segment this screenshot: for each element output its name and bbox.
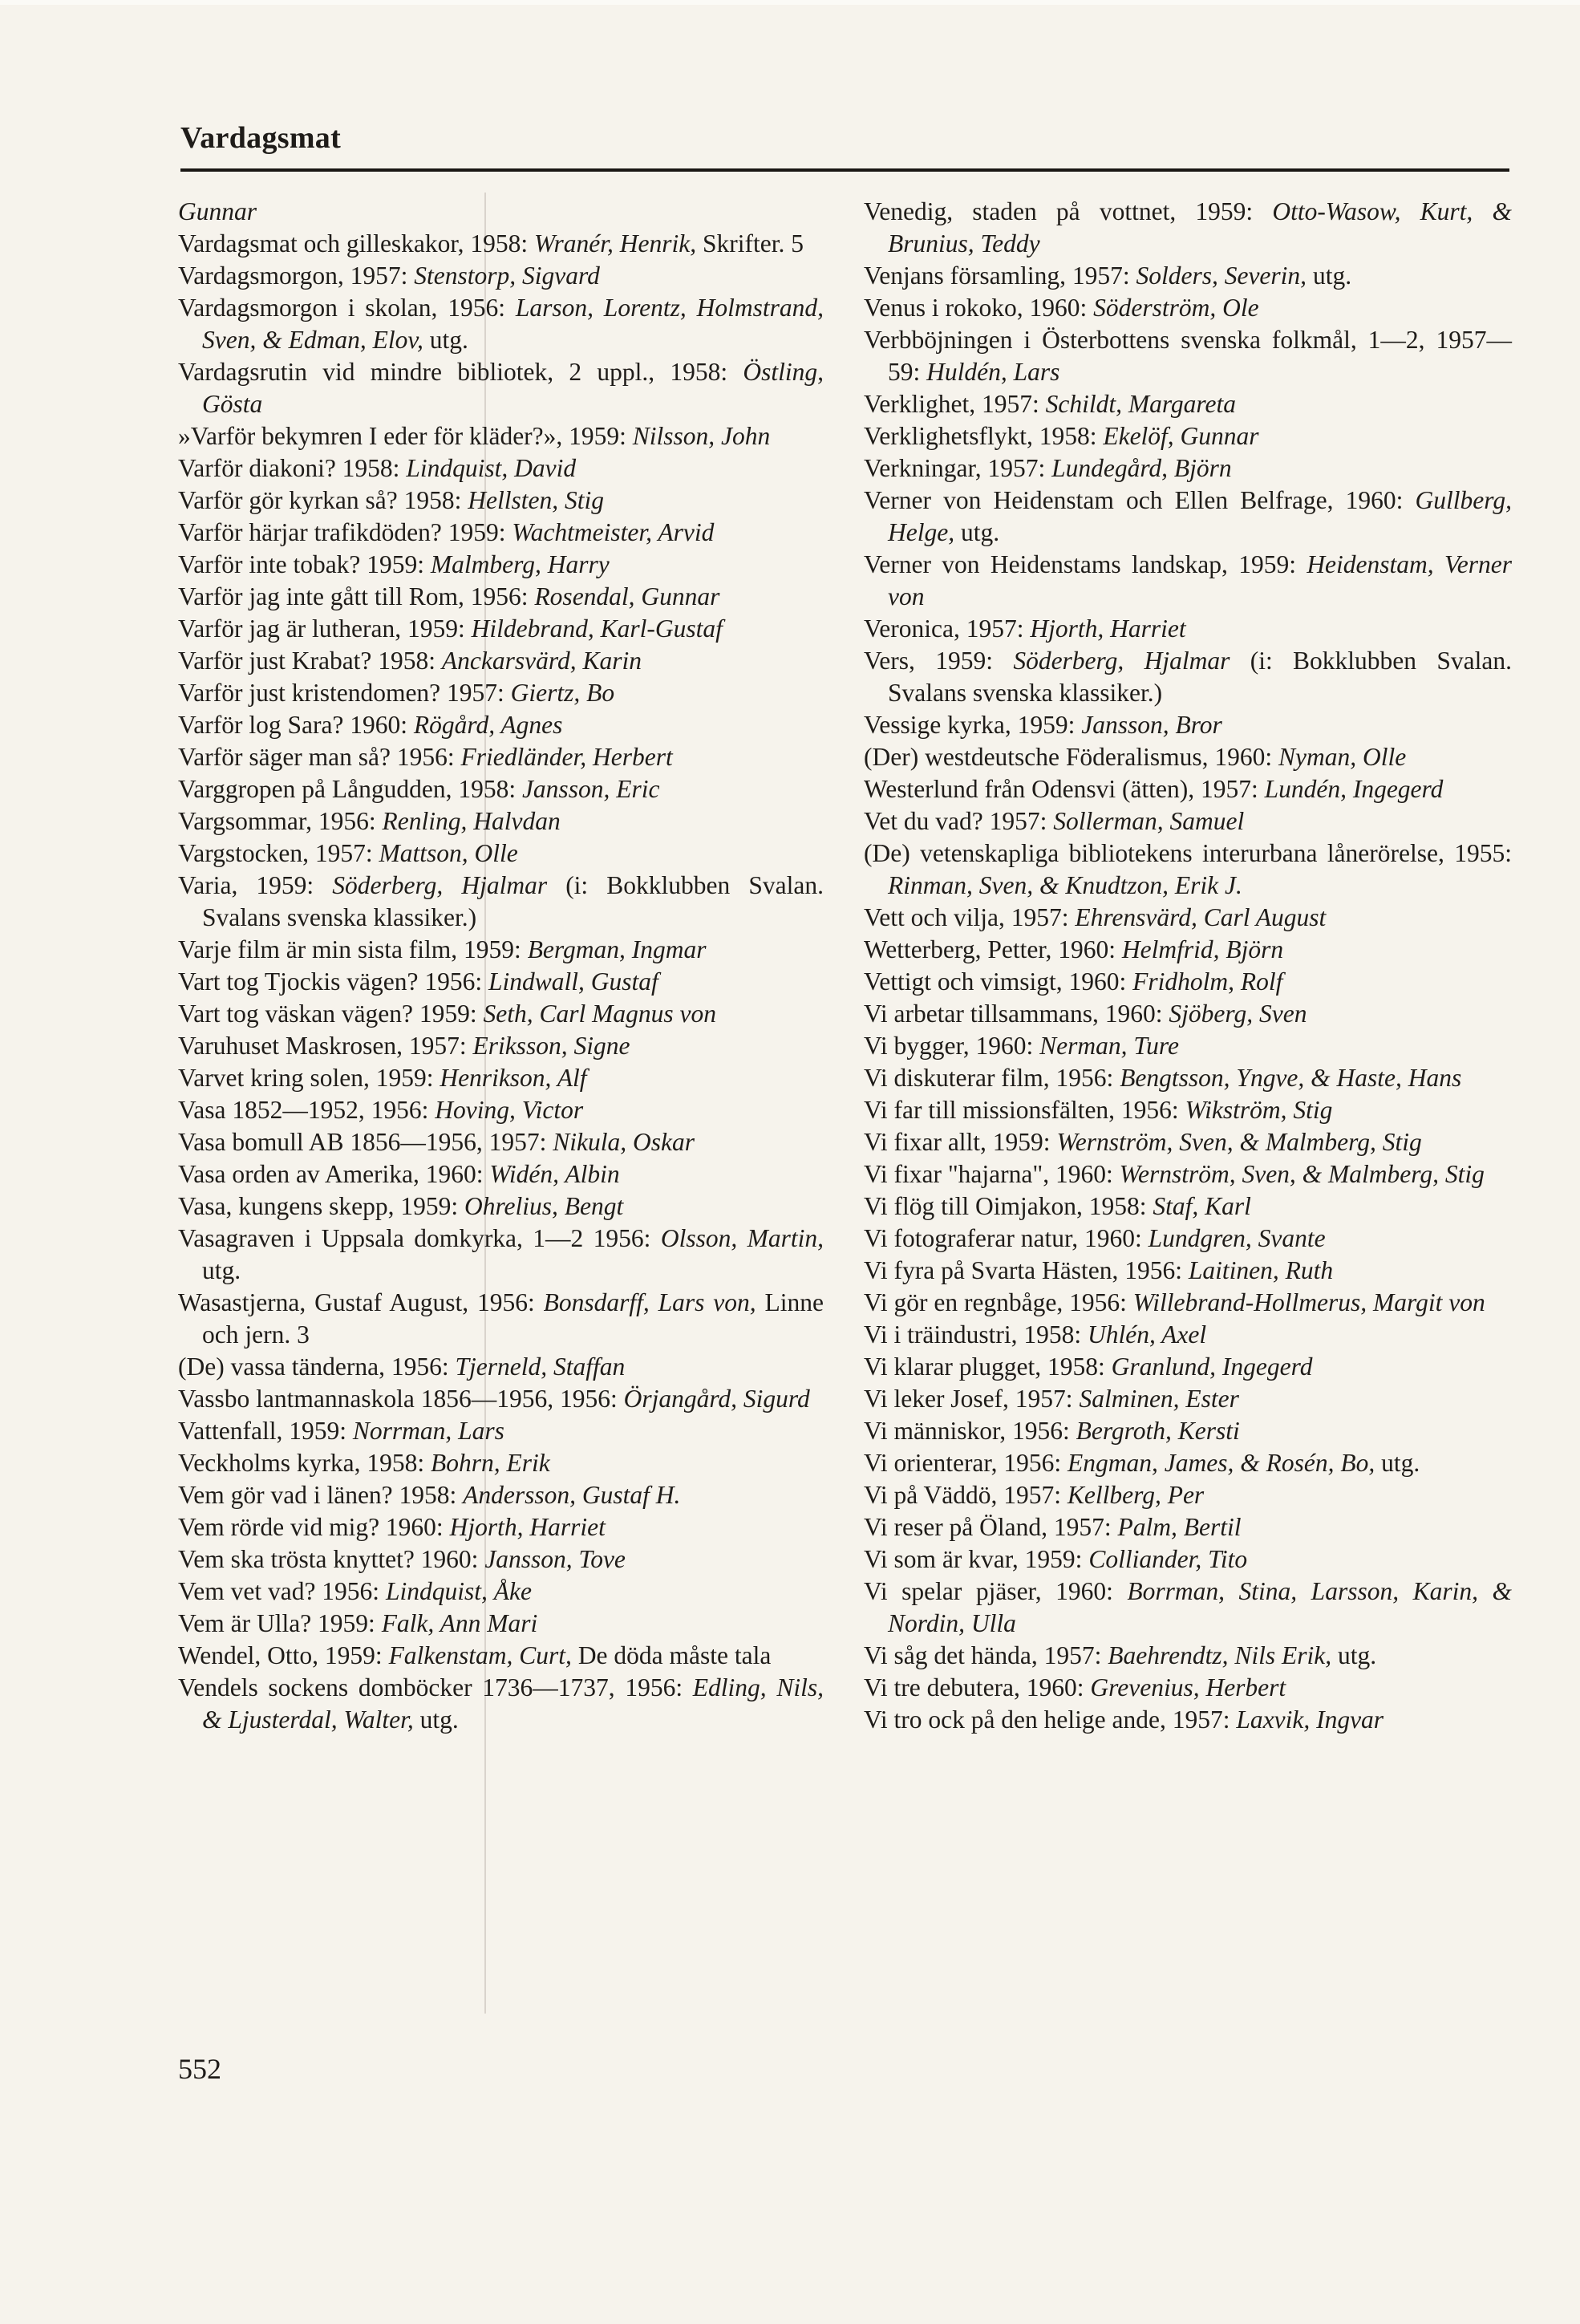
index-entry xyxy=(864,1704,1512,1736)
entry-author: Rinman, Sven, & Knudtzon, Erik J. xyxy=(888,871,1242,899)
entry-author: Hoving, Victor xyxy=(435,1096,584,1124)
index-entry xyxy=(178,1511,824,1543)
index-entry xyxy=(178,292,824,356)
index-entry xyxy=(178,805,824,838)
entry-title: Vi leker Josef, 1957: xyxy=(864,1385,1080,1413)
entry-note: (i: Bokklubben Svalan. Svalans svenska klassiker.) xyxy=(888,647,1512,707)
index-entry xyxy=(864,420,1512,452)
entry-author: Bohrn, Erik xyxy=(430,1449,550,1477)
entry-author: Grevenius, Herbert xyxy=(1090,1673,1286,1701)
entry-author: Lindquist, Åke xyxy=(385,1577,532,1605)
entry-note: Linne och jern. 3 xyxy=(202,1288,824,1349)
entry-title: Vasa, kungens skepp, 1959: xyxy=(178,1192,464,1220)
entry-title: Vi flög till Oimjakon, 1958: xyxy=(864,1192,1153,1220)
entry-author: Söderberg, Hjalmar xyxy=(1013,647,1230,675)
entry-title: Verbböjningen i Österbottens svenska folkmål, 1—2, 1957—59: xyxy=(864,326,1512,386)
entry-author: Borrman, Stina, Larsson, Karin, & Nordin, Ulla xyxy=(888,1577,1512,1637)
index-entry xyxy=(864,196,1512,260)
index-entry xyxy=(864,1351,1512,1383)
entry-title: Varför just kristendomen? 1957: xyxy=(178,679,511,707)
entry-title: Verklighet, 1957: xyxy=(864,390,1046,418)
index-entry xyxy=(864,260,1512,292)
entry-author: Renling, Halvdan xyxy=(382,807,561,835)
entry-title: Vessige kyrka, 1959: xyxy=(864,711,1082,739)
entry-title: Vi orienterar, 1956: xyxy=(864,1449,1068,1477)
entry-title: Vi fyra på Svarta Hästen, 1956: xyxy=(864,1256,1189,1284)
index-entry xyxy=(178,356,824,420)
index-entry xyxy=(178,1030,824,1062)
index-entry xyxy=(178,549,824,581)
index-entry xyxy=(864,1415,1512,1447)
index-entry xyxy=(178,1094,824,1126)
index-entry xyxy=(178,1608,824,1640)
entry-title: Vem vet vad? 1956: xyxy=(178,1577,386,1605)
index-entry xyxy=(864,902,1512,934)
entry-author: Granlund, Ingegerd xyxy=(1111,1353,1313,1381)
entry-title: Veckholms kyrka, 1958: xyxy=(178,1449,431,1477)
index-entry xyxy=(178,1447,824,1479)
entry-author: Palm, Bertil xyxy=(1117,1513,1242,1541)
index-entry xyxy=(864,1672,1512,1704)
entry-title: Vi såg det hända, 1957: xyxy=(864,1641,1108,1669)
index-entry xyxy=(864,645,1512,709)
entry-author: Gunnar xyxy=(178,197,257,225)
index-entry xyxy=(864,1190,1512,1223)
entry-title: Vem gör vad i länen? 1958: xyxy=(178,1481,464,1509)
entry-author: Bonsdarff, Lars von, xyxy=(543,1288,756,1316)
entry-note: De döda måste tala xyxy=(571,1641,772,1669)
entry-author: Olsson, Martin, xyxy=(660,1224,824,1252)
entry-title: Varför log Sara? 1960: xyxy=(178,711,414,739)
index-entry xyxy=(864,1447,1512,1479)
entry-author: Salminen, Ester xyxy=(1079,1385,1239,1413)
entry-author: Staf, Karl xyxy=(1153,1192,1251,1220)
entry-author: Jansson, Eric xyxy=(521,775,660,803)
entry-author: Falk, Ann Mari xyxy=(381,1609,538,1637)
entry-author: Seth, Carl Magnus von xyxy=(483,1000,717,1028)
entry-author: Falkenstam, Curt, xyxy=(388,1641,572,1669)
entry-title: Varför jag inte gått till Rom, 1956: xyxy=(178,582,535,610)
entry-title: »Varför bekymren I eder för kläder?», 1959: xyxy=(178,422,633,450)
entry-title: Vargsommar, 1956: xyxy=(178,807,383,835)
entry-title: Varggropen på Långudden, 1958: xyxy=(178,775,522,803)
entry-author: Baehrendtz, Nils Erik, xyxy=(1108,1641,1332,1669)
entry-author: Wranér, Henrik, xyxy=(534,229,697,258)
index-entry xyxy=(178,1543,824,1576)
entry-author: Bergroth, Kersti xyxy=(1076,1417,1240,1445)
entry-title: Vi människor, 1956: xyxy=(864,1417,1076,1445)
index-entry xyxy=(178,1576,824,1608)
index-column-right xyxy=(864,196,1512,1736)
entry-author: Otto-Wasow, Kurt, & Brunius, Teddy xyxy=(888,197,1512,258)
entry-author: Larson, Lorentz, Holmstrand, Sven, & Edman, Elov, xyxy=(202,294,824,354)
page-edge xyxy=(0,0,1580,5)
index-entry xyxy=(864,1383,1512,1415)
index-entry xyxy=(178,645,824,677)
index-entry xyxy=(178,452,824,485)
entry-author: Ekelöf, Gunnar xyxy=(1103,422,1259,450)
index-entry xyxy=(864,1287,1512,1319)
entry-title: Vardagsmorgon, 1957: xyxy=(178,262,415,290)
index-entry xyxy=(864,1543,1512,1576)
entry-author: Lundgren, Svante xyxy=(1148,1224,1326,1252)
entry-note: utg. xyxy=(423,326,468,354)
entry-author: Jansson, Tove xyxy=(484,1545,626,1573)
index-entry xyxy=(178,998,824,1030)
index-entry xyxy=(864,1223,1512,1255)
index-entry xyxy=(178,1190,824,1223)
entry-author: Widén, Albin xyxy=(489,1160,620,1188)
entry-title: Varje film är min sista film, 1959: xyxy=(178,935,528,963)
entry-author: Lundegård, Björn xyxy=(1051,454,1232,482)
index-entry xyxy=(864,773,1512,805)
entry-title: Verkningar, 1957: xyxy=(864,454,1052,482)
index-entry xyxy=(178,741,824,773)
entry-note: (i: Bokklubben Svalan. Svalans svenska klassiker.) xyxy=(202,871,824,931)
entry-author: Jansson, Bror xyxy=(1081,711,1222,739)
entry-title: Varför jag är lutheran, 1959: xyxy=(178,614,472,643)
entry-title: Varia, 1959: xyxy=(178,871,333,899)
index-entry xyxy=(864,934,1512,966)
index-entry xyxy=(864,1640,1512,1672)
entry-author: Hellsten, Stig xyxy=(468,486,604,514)
entry-author: Nilsson, John xyxy=(632,422,771,450)
entry-title: Wasastjerna, Gustaf August, 1956: xyxy=(178,1288,544,1316)
entry-author: Hildebrand, Karl-Gustaf xyxy=(471,614,723,643)
entry-author: Rögård, Agnes xyxy=(413,711,563,739)
index-entry xyxy=(178,1415,824,1447)
index-entry xyxy=(864,292,1512,324)
entry-author: Ehrensvärd, Carl August xyxy=(1075,903,1327,931)
entry-note: utg. xyxy=(1331,1641,1377,1669)
entry-title: Vi fixar "hajarna", 1960: xyxy=(864,1160,1120,1188)
entry-author: Hjorth, Harriet xyxy=(449,1513,606,1541)
index-entry xyxy=(864,966,1512,998)
entry-author: Östling, Gösta xyxy=(202,358,824,418)
entry-author: Henrikson, Alf xyxy=(440,1064,587,1092)
index-entry xyxy=(178,838,824,870)
entry-title: Vem är Ulla? 1959: xyxy=(178,1609,382,1637)
entry-author: Friedländer, Herbert xyxy=(460,743,673,771)
entry-author: Söderström, Ole xyxy=(1093,294,1259,322)
entry-title: Vi som är kvar, 1959: xyxy=(864,1545,1089,1573)
running-head: Vardagsmat xyxy=(180,121,342,155)
entry-author: Wachtmeister, Arvid xyxy=(512,518,715,546)
entry-author: Engman, James, & Rosén, Bo, xyxy=(1068,1449,1375,1477)
entry-title: Vardagsrutin vid mindre bibliotek, 2 uppl., 1958: xyxy=(178,358,743,386)
entry-title: Vi reser på Öland, 1957: xyxy=(864,1513,1118,1541)
entry-title: Westerlund från Odensvi (ätten), 1957: xyxy=(864,775,1265,803)
entry-author: Laitinen, Ruth xyxy=(1188,1256,1334,1284)
entry-title: Veronica, 1957: xyxy=(864,614,1031,643)
entry-author: Helmfrid, Björn xyxy=(1121,935,1284,963)
entry-title: Vasagraven i Uppsala domkyrka, 1—2 1956: xyxy=(178,1224,661,1252)
index-entry xyxy=(178,1383,824,1415)
entry-author: Rosendal, Gunnar xyxy=(534,582,720,610)
entry-author: Sjöberg, Sven xyxy=(1169,1000,1307,1028)
entry-title: Vi klarar plugget, 1958: xyxy=(864,1353,1112,1381)
index-entry xyxy=(178,966,824,998)
entry-title: Venedig, staden på vottnet, 1959: xyxy=(864,197,1273,225)
index-entry xyxy=(864,741,1512,773)
entry-author: Nikula, Oskar xyxy=(553,1128,695,1156)
index-entry xyxy=(178,773,824,805)
entry-title: Vart tog Tjockis vägen? 1956: xyxy=(178,967,488,996)
entry-title: Vem ska trösta knyttet? 1960: xyxy=(178,1545,485,1573)
entry-title: Vi bygger, 1960: xyxy=(864,1032,1040,1060)
entry-author: Söderberg, Hjalmar xyxy=(332,871,548,899)
entry-author: Ohrelius, Bengt xyxy=(464,1192,624,1220)
index-entry xyxy=(864,709,1512,741)
entry-title: Vi arbetar tillsammans, 1960: xyxy=(864,1000,1169,1028)
entry-author: Anckarsvärd, Karin xyxy=(441,647,642,675)
entry-title: Vargstocken, 1957: xyxy=(178,839,379,867)
entry-author: Giertz, Bo xyxy=(510,679,615,707)
index-entry xyxy=(864,452,1512,485)
entry-note: utg. xyxy=(1307,262,1352,290)
entry-author: Sollerman, Samuel xyxy=(1053,807,1245,835)
index-entry xyxy=(178,1287,824,1351)
entry-author: Edling, Nils, & Ljusterdal, Walter, xyxy=(202,1673,824,1734)
index-entry xyxy=(864,1319,1512,1351)
entry-author: Bengtsson, Yngve, & Haste, Hans xyxy=(1120,1064,1462,1092)
entry-author: Wernström, Sven, & Malmberg, Stig xyxy=(1119,1160,1485,1188)
entry-title: Vettigt och vimsigt, 1960: xyxy=(864,967,1133,996)
index-entry xyxy=(178,1062,824,1094)
entry-author: Tjerneld, Staffan xyxy=(455,1353,626,1381)
index-entry xyxy=(178,228,824,260)
entry-author: Solders, Severin, xyxy=(1136,262,1307,290)
header-rule xyxy=(180,168,1509,172)
entry-title: (Der) westdeutsche Föderalismus, 1960: xyxy=(864,743,1279,771)
entry-author: Stenstorp, Sigvard xyxy=(414,262,600,290)
entry-title: Vi diskuterar film, 1956: xyxy=(864,1064,1120,1092)
index-entry xyxy=(178,1672,824,1736)
index-entry xyxy=(178,581,824,613)
entry-title: Vi i träindustri, 1958: xyxy=(864,1320,1088,1349)
index-entry xyxy=(178,613,824,645)
entry-author: Uhlén, Axel xyxy=(1087,1320,1207,1349)
entry-author: Schildt, Margareta xyxy=(1045,390,1236,418)
entry-author: Nyman, Olle xyxy=(1278,743,1407,771)
entry-title: Wendel, Otto, 1959: xyxy=(178,1641,389,1669)
entry-title: Vem rörde vid mig? 1960: xyxy=(178,1513,450,1541)
index-entry xyxy=(864,1094,1512,1126)
entry-note: utg. xyxy=(413,1705,459,1734)
entry-title: Vi fixar allt, 1959: xyxy=(864,1128,1057,1156)
entry-title: Vasa bomull AB 1856—1956, 1957: xyxy=(178,1128,553,1156)
index-entry xyxy=(178,1479,824,1511)
entry-title: Vattenfall, 1959: xyxy=(178,1417,353,1445)
index-entry xyxy=(864,1158,1512,1190)
entry-title: Varför inte tobak? 1959: xyxy=(178,550,431,578)
index-entry xyxy=(864,1511,1512,1543)
entry-title: Vi fotograferar natur, 1960: xyxy=(864,1224,1149,1252)
index-entry xyxy=(864,485,1512,549)
entry-author: Malmberg, Harry xyxy=(430,550,610,578)
entry-title: Vart tog väskan vägen? 1959: xyxy=(178,1000,484,1028)
entry-author: Laxvik, Ingvar xyxy=(1236,1705,1384,1734)
index-entry xyxy=(864,1126,1512,1158)
entry-author: Örjangård, Sigurd xyxy=(623,1385,810,1413)
entry-author: Fridholm, Rolf xyxy=(1132,967,1283,996)
index-entry xyxy=(178,1126,824,1158)
entry-author: Bergman, Ingmar xyxy=(527,935,707,963)
index-entry xyxy=(178,677,824,709)
index-entry xyxy=(864,1255,1512,1287)
entry-title: Verner von Heidenstams landskap, 1959: xyxy=(864,550,1307,578)
entry-title: Vasa orden av Amerika, 1960: xyxy=(178,1160,490,1188)
index-entry xyxy=(864,613,1512,645)
index-entry xyxy=(178,260,824,292)
entry-title: Varför säger man så? 1956: xyxy=(178,743,461,771)
entry-author: Eriksson, Signe xyxy=(472,1032,630,1060)
entry-title: Venus i rokoko, 1960: xyxy=(864,294,1094,322)
index-entry xyxy=(178,420,824,452)
index-entry xyxy=(864,1576,1512,1640)
entry-author: Andersson, Gustaf H. xyxy=(463,1481,681,1509)
index-entry xyxy=(864,1062,1512,1094)
entry-title: Venjans församling, 1957: xyxy=(864,262,1136,290)
entry-title: Vi tre debutera, 1960: xyxy=(864,1673,1091,1701)
index-entry xyxy=(178,1223,824,1287)
index-entry xyxy=(864,388,1512,420)
entry-author: Heidenstam, Verner von xyxy=(888,550,1512,610)
entry-title: (De) vassa tänderna, 1956: xyxy=(178,1353,456,1381)
entry-title: Varför just Krabat? 1958: xyxy=(178,647,442,675)
entry-title: Varuhuset Maskrosen, 1957: xyxy=(178,1032,473,1060)
index-entry xyxy=(864,1030,1512,1062)
index-entry xyxy=(178,1158,824,1190)
entry-author: Norrman, Lars xyxy=(352,1417,504,1445)
index-entry xyxy=(864,549,1512,613)
entry-author: Colliander, Tito xyxy=(1088,1545,1248,1573)
index-column-left xyxy=(178,196,824,1736)
entry-author: Hjorth, Harriet xyxy=(1030,614,1186,643)
entry-title: Vasa 1852—1952, 1956: xyxy=(178,1096,436,1124)
entry-author: Kellberg, Per xyxy=(1067,1481,1205,1509)
index-entry xyxy=(864,324,1512,388)
entry-title: Vers, 1959: xyxy=(864,647,1014,675)
entry-title: Vi spelar pjäser, 1960: xyxy=(864,1577,1128,1605)
entry-title: Vi tro ock på den helige ande, 1957: xyxy=(864,1705,1237,1734)
entry-title: Varför gör kyrkan så? 1958: xyxy=(178,486,468,514)
index-entry xyxy=(864,805,1512,838)
entry-author: Wernström, Sven, & Malmberg, Stig xyxy=(1056,1128,1422,1156)
entry-title: Vi på Väddö, 1957: xyxy=(864,1481,1068,1509)
index-entry xyxy=(864,998,1512,1030)
index-entry xyxy=(864,1479,1512,1511)
entry-title: Vassbo lantmannaskola 1856—1956, 1956: xyxy=(178,1385,624,1413)
entry-author: Gullberg, Helge, xyxy=(888,486,1512,546)
entry-author: Willebrand-Hollmerus, Margit von xyxy=(1132,1288,1485,1316)
index-entry xyxy=(178,1351,824,1383)
entry-author: Lundén, Ingegerd xyxy=(1264,775,1444,803)
entry-note: utg. xyxy=(1375,1449,1420,1477)
index-entry xyxy=(178,1640,824,1672)
index-entry xyxy=(178,485,824,517)
entry-title: Vet du vad? 1957: xyxy=(864,807,1054,835)
entry-title: Vi gör en regnbåge, 1956: xyxy=(864,1288,1133,1316)
entry-title: Vardagsmat och gilleskakor, 1958: xyxy=(178,229,535,258)
entry-note: utg. xyxy=(954,518,1000,546)
entry-author: Lindwall, Gustaf xyxy=(488,967,658,996)
entry-author: Huldén, Lars xyxy=(926,358,1060,386)
index-entry xyxy=(178,196,824,228)
entry-author: Wikström, Stig xyxy=(1185,1096,1333,1124)
index-entry xyxy=(178,517,824,549)
entry-title: Verner von Heidenstam och Ellen Belfrage, 1960: xyxy=(864,486,1416,514)
entry-title: Wetterberg, Petter, 1960: xyxy=(864,935,1122,963)
entry-title: Varför diakoni? 1958: xyxy=(178,454,407,482)
page-number: 552 xyxy=(178,2053,221,2085)
entry-title: (De) vetenskapliga bibliotekens interurbana lånerörelse, 1955: xyxy=(864,839,1512,867)
entry-title: Verklighetsflykt, 1958: xyxy=(864,422,1104,450)
entry-note: Skrifter. 5 xyxy=(696,229,804,258)
entry-author: Nerman, Ture xyxy=(1039,1032,1179,1060)
index-entry xyxy=(178,934,824,966)
entry-title: Vi far till missionsfälten, 1956: xyxy=(864,1096,1185,1124)
index-entry xyxy=(864,838,1512,902)
entry-title: Vardagsmorgon i skolan, 1956: xyxy=(178,294,516,322)
index-entry xyxy=(178,870,824,934)
entry-title: Vendels sockens domböcker 1736—1737, 1956: xyxy=(178,1673,693,1701)
entry-title: Vett och vilja, 1957: xyxy=(864,903,1076,931)
entry-author: Mattson, Olle xyxy=(379,839,518,867)
index-entry xyxy=(178,709,824,741)
entry-title: Varför härjar trafikdöden? 1959: xyxy=(178,518,512,546)
entry-title: Varvet kring solen, 1959: xyxy=(178,1064,440,1092)
entry-author: Lindquist, David xyxy=(406,454,577,482)
entry-note: utg. xyxy=(202,1256,241,1284)
